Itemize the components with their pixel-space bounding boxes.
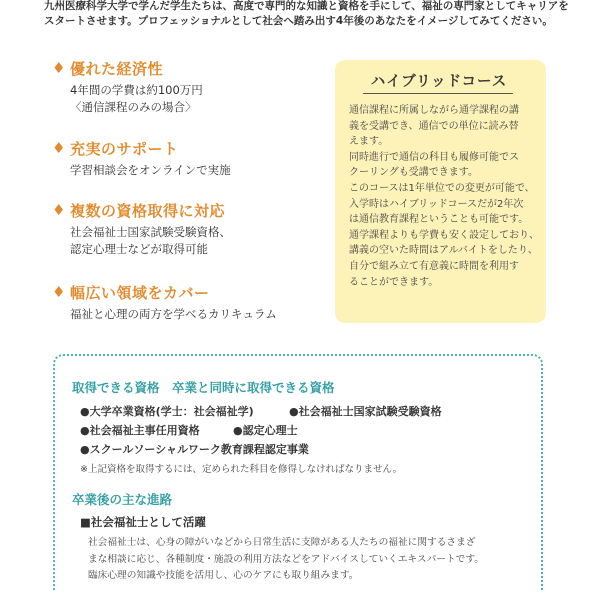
diamond-icon: ♦ [52, 282, 66, 301]
career-heading: 卒業後の主な進路 [72, 492, 173, 507]
hybrid-line: 義を受講でき、通信での単位に読み替 [349, 120, 519, 132]
feature-economy [52, 56, 203, 116]
qualification-item: ●大学卒業資格(学士：社会福祉学) [80, 405, 254, 418]
qualification-item: ●社会福祉士国家試験受験資格 [289, 405, 442, 418]
feature-text: 学習相談会をオンラインで実施 [70, 163, 231, 177]
feature-text: 〈通信課程のみの場合〉 [70, 100, 197, 114]
hybrid-line: は通信教育課程ということも可能です。 [349, 214, 529, 226]
feature-text: 認定心理士などが取得可能 [70, 242, 208, 256]
hybrid-line: 同時進行で通信の科目も履修可能でス [349, 151, 519, 163]
career-line: 社会福祉士は、心身の障がいなどから日常生活に支障がある人たちの福祉に関するさまざ [88, 537, 476, 548]
feature-title: 幅広い領域をカバー [70, 283, 210, 302]
feature-qualifications [52, 198, 231, 258]
career-line: 臨床心理の知識や技能を活用し、心のケアにも取り組みます。 [88, 570, 359, 581]
diamond-icon: ♦ [52, 58, 66, 77]
qualification-item: ●社会福祉主事任用資格 [80, 424, 200, 437]
diamond-icon: ♦ [52, 138, 66, 157]
hybrid-course-box [335, 60, 546, 323]
qualification-item: ●認定心理士 [233, 424, 298, 437]
qualifications-heading: 取得できる資格 卒業と同時に取得できる資格 [72, 380, 335, 395]
hybrid-line: 通学課程よりも学費も安く設定しており、 [349, 229, 539, 241]
feature-title: 複数の資格取得に対応 [70, 201, 226, 220]
career-line: まな相談に応じ、各種制度・施設の利用方法などをアドバイスしていくエキスパートです。 [88, 553, 484, 565]
hybrid-line: 自分で組み立て有意義に時間を利用す [349, 260, 519, 272]
hybrid-course-title: ハイブリッドコース [370, 74, 508, 90]
qualification-note: ※上記資格を取得するには、定められた科目を修得しなければなりません。 [80, 464, 403, 475]
title-underline [363, 93, 513, 94]
hybrid-line: このコースは1年単位での変更が可能で、 [349, 182, 535, 194]
hybrid-line: えます。 [349, 136, 389, 148]
feature-title: 充実のサポート [70, 139, 179, 158]
feature-support [52, 136, 231, 179]
career-description [88, 535, 528, 585]
hybrid-course-text [349, 103, 539, 290]
intro-text [44, 0, 569, 29]
feature-text: 福祉と心理の両方を学べるカリキュラム [70, 307, 277, 321]
hybrid-line: 講義の空いた時間はアルバイトをしたり、 [349, 245, 538, 257]
feature-title: 優れた経済性 [70, 59, 164, 78]
feature-text: 4年間の学費は約100万円 [70, 83, 203, 97]
career-subheading: ■社会福祉士として活躍 [80, 515, 206, 529]
diamond-icon: ♦ [52, 200, 66, 219]
feature-coverage [52, 280, 277, 323]
feature-text: 社会福祉士国家試験受験資格、 [70, 225, 231, 239]
hybrid-line: 入学時はハイブリッドコースだが2年次 [349, 198, 524, 210]
hybrid-line: ることができます。 [349, 276, 439, 288]
qualification-item: ●スクールソーシャルワーク教育課程認定事業 [80, 443, 309, 456]
intro-line: 九州医療科学大学で学んだ学生たちは、高度で専門的な知識と資格を手にして、福祉の専門家としてキャリアを [44, 0, 569, 12]
hybrid-line: 通信課程に所属しながら通学課程の講 [349, 105, 519, 116]
intro-line: スタートさせます。プロフェッショナルとして社会へ踏み出す4年後のあなたをイメージしてみてください。 [44, 15, 553, 27]
hybrid-line: クーリングも受講できます。 [349, 167, 478, 179]
